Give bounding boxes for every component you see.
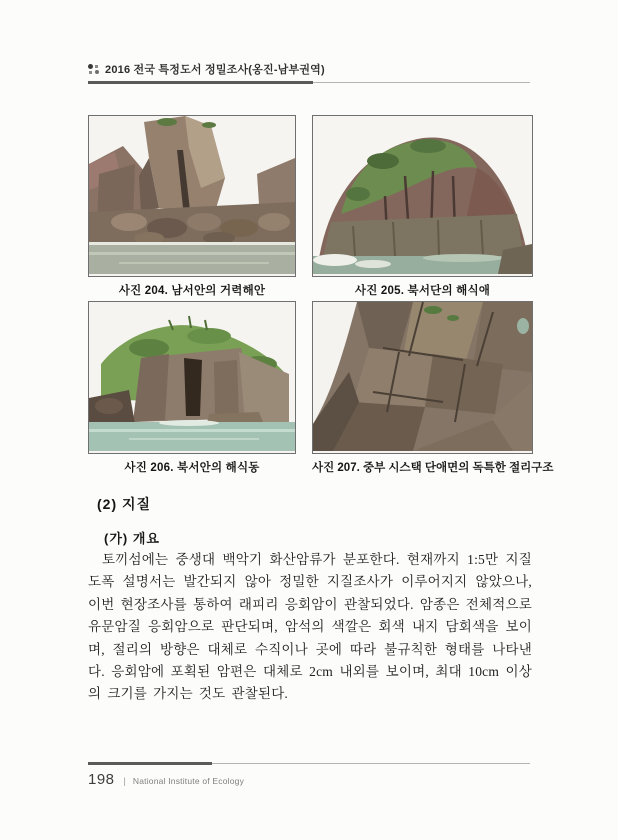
photo-207-joint-structure: [312, 301, 533, 454]
caption-photo-205: 사진 205. 북서단의 해식애: [354, 285, 491, 297]
photo-206-sea-cave: [88, 301, 296, 454]
figure-photo-207: [312, 301, 554, 475]
subsection-heading: (가) 개요: [104, 531, 160, 546]
page-footer: [88, 771, 244, 788]
caption-photo-207: 사진 207. 중부 시스택 단애면의 독특한 절리구조: [312, 462, 554, 474]
footer-rule: [88, 762, 530, 765]
body-paragraph: 토끼섬에는 중생대 백악기 화산암류가 분포한다. 현재까지 1:5만 지질도폭 설명서는 발간되지 않아 정밀한 지질조사가 이루어지지 않았으나, 이번 현장조사를 통하여 래피리 응회암이 관찰되었다. 암종은 전체적으로 유문암질 응회암으로 판단되며, 암석의 색깔은 회색 내지 담회색을 보이며, 절리의 방향은 대체로 수직이나 곳에 따라 불규칙한 형태를 나타낸다. 응회암에 포획된 암편은 대체로 2cm 내외를 보이며, 최대 10cm 이상의 크기를 가지는 것도 관찰된다.: [88, 552, 532, 702]
page-header: [88, 60, 530, 78]
figure-photo-205: [312, 115, 533, 298]
caption-photo-206: 사진 206. 북서안의 해식동: [124, 462, 260, 474]
header-rule: [88, 81, 530, 84]
page-number: 198: [88, 771, 115, 788]
footer-institute: National Institute of Ecology: [132, 776, 245, 786]
figure-photo-206: [88, 301, 296, 475]
footer-separator: |: [123, 776, 126, 786]
figure-photo-204: [88, 115, 296, 298]
photo-205-sea-cliff: [312, 115, 533, 277]
header-title: 2016 전국 특정도서 정밀조사(옹진-남부권역): [105, 64, 325, 76]
photo-204-boulder-coast: [88, 115, 296, 277]
section-heading: (2) 지질: [97, 496, 152, 512]
caption-photo-204: 사진 204. 남서안의 거력해안: [118, 285, 266, 297]
header-dots-icon: [88, 64, 99, 75]
